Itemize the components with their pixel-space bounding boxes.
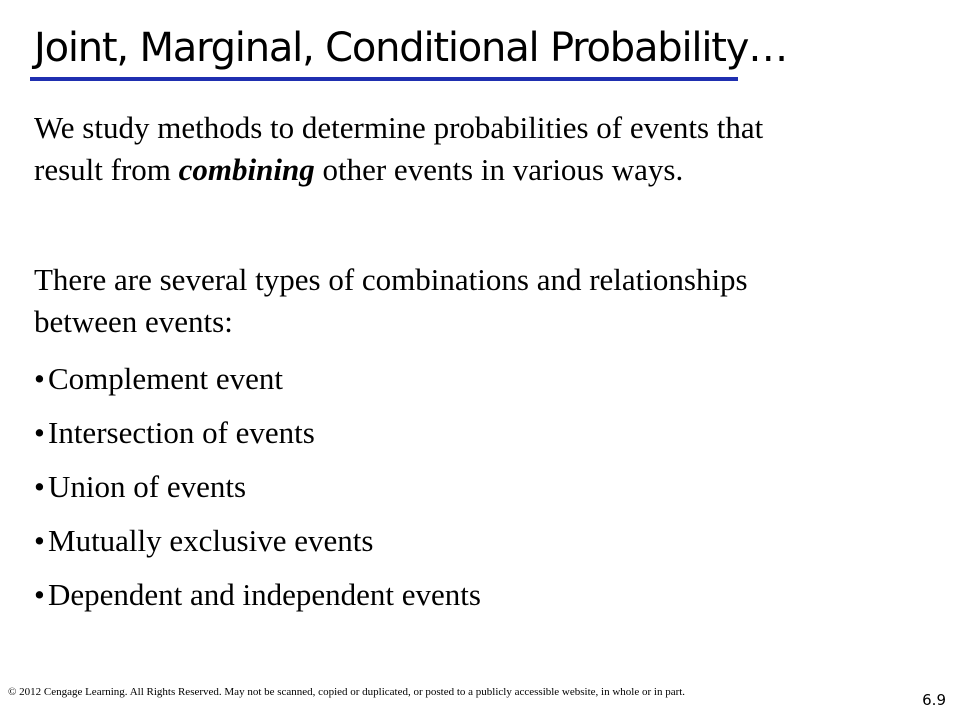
bullet-icon: • bbox=[34, 577, 45, 612]
bullet-icon: • bbox=[34, 415, 45, 450]
intro-paragraph bbox=[34, 107, 763, 191]
list-item-label: Union of events bbox=[48, 469, 247, 504]
event-types-list bbox=[34, 352, 481, 622]
slide-number: 6.9 bbox=[922, 691, 946, 709]
list-item bbox=[34, 406, 481, 460]
copyright-footer: © 2012 Cengage Learning. All Rights Reserved. May not be scanned, copied or duplicated, or posted to a publicly accessible website, in whole or in part. bbox=[8, 686, 686, 698]
list-item-label: Intersection of events bbox=[48, 415, 315, 450]
bullet-icon: • bbox=[34, 469, 45, 504]
types-line-2: between events: bbox=[34, 304, 233, 339]
title-underline bbox=[30, 77, 738, 81]
types-paragraph bbox=[34, 259, 748, 343]
list-item-label: Mutually exclusive events bbox=[48, 523, 374, 558]
list-item bbox=[34, 352, 481, 406]
intro-line-2-start: result from bbox=[34, 152, 179, 187]
intro-line-1: We study methods to determine probabilities of events that bbox=[34, 110, 764, 145]
intro-emphasis: combining bbox=[178, 152, 315, 187]
list-item bbox=[34, 514, 481, 568]
intro-line-2-end: other events in various ways. bbox=[314, 152, 684, 187]
list-item-label: Dependent and independent events bbox=[48, 577, 481, 612]
list-item bbox=[34, 568, 481, 622]
slide-title: Joint, Marginal, Conditional Probability… bbox=[34, 25, 787, 71]
list-item bbox=[34, 460, 481, 514]
bullet-icon: • bbox=[34, 523, 45, 558]
bullet-icon: • bbox=[34, 361, 45, 396]
list-item-label: Complement event bbox=[48, 361, 284, 396]
types-line-1: There are several types of combinations and relationships bbox=[34, 262, 748, 297]
